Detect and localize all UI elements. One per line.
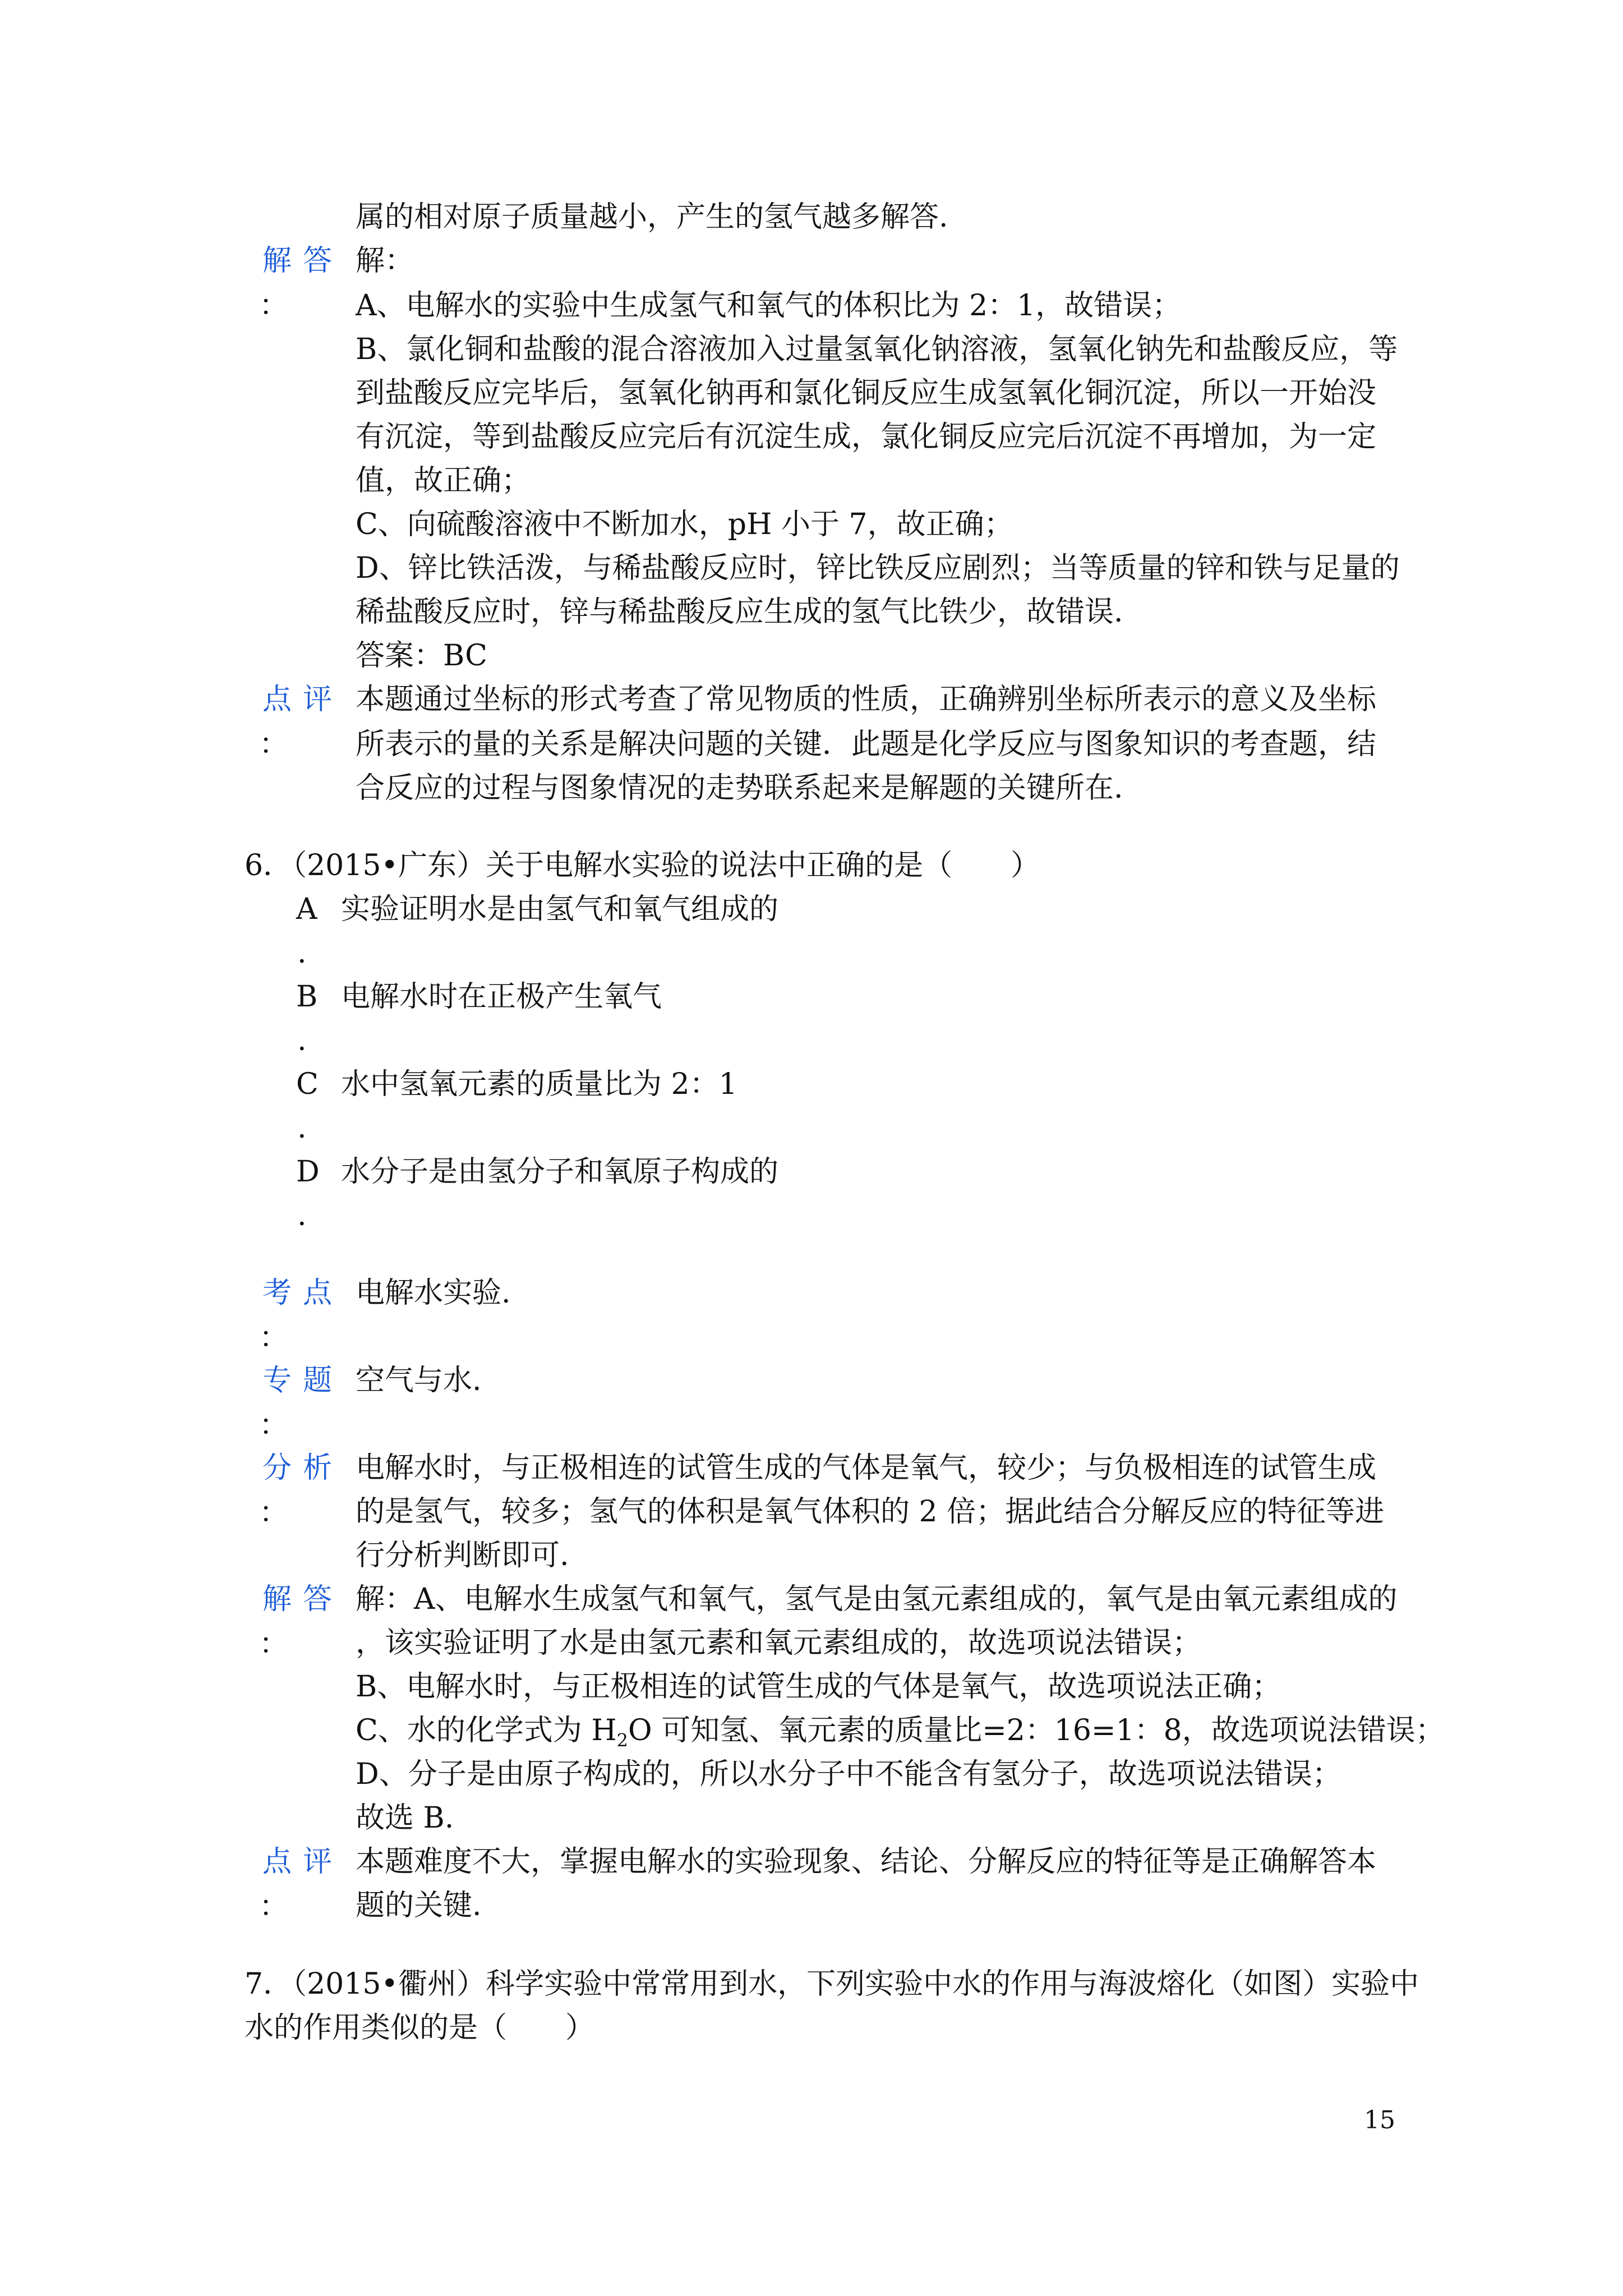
comment-line: 题的关键. xyxy=(356,1889,482,1922)
answer-line: 解：A、电解水生成氢气和氧气，氢气是由氢元素组成的，氧气是由氧元素组成的 xyxy=(356,1582,1398,1616)
formula-prefix: C、水的化学式为 H xyxy=(356,1714,617,1747)
topic-label: 专题 xyxy=(262,1364,344,1397)
answer-line: 答案：BC xyxy=(356,639,487,673)
option-a-letter: A xyxy=(296,892,317,926)
formula-suffix: O 可知氢、氧元素的质量比=2：16=1：8，故选项说法错误； xyxy=(628,1714,1445,1747)
answer-label-colon: ： xyxy=(259,289,289,323)
option-a-dot: . xyxy=(297,936,307,970)
formula-subscript: 2 xyxy=(616,1729,629,1751)
topic-label-colon: ： xyxy=(259,1409,289,1442)
answer-line: A、电解水的实验中生成氢气和氧气的体积比为 2：1，故错误； xyxy=(356,289,1182,323)
answer-line: D、锌比铁活泼，与稀盐酸反应时，锌比铁反应剧烈；当等质量的锌和铁与足量的 xyxy=(356,551,1400,585)
answer-line: 解： xyxy=(356,244,414,278)
point-text: 电解水实验. xyxy=(356,1276,511,1310)
question-7-stem: 水的作用类似的是（ ） xyxy=(245,2011,595,2045)
answer-line: 有沉淀，等到盐酸反应完后有沉淀生成，氯化铜反应完后沉淀不再增加，为一定 xyxy=(356,420,1377,454)
comment-line: 合反应的过程与图象情况的走势联系起来是解题的关键所在. xyxy=(356,771,1123,805)
page-number: 15 xyxy=(1364,2106,1395,2134)
answer-label: 解答 xyxy=(262,244,344,278)
answer-line: 到盐酸反应完毕后，氢氧化钠再和氯化铜反应生成氢氧化铜沉淀，所以一开始没 xyxy=(356,376,1377,410)
comment-line: 所表示的量的关系是解决问题的关键．此题是化学反应与图象知识的考查题，结 xyxy=(356,728,1377,761)
option-b-dot: . xyxy=(297,1024,307,1057)
comment-line: 本题通过坐标的形式考查了常见物质的性质，正确辨别坐标所表示的意义及坐标 xyxy=(356,683,1377,716)
answer-label: 解答 xyxy=(262,1582,344,1616)
option-b-letter: B xyxy=(296,980,318,1014)
option-c-text: 水中氢氧元素的质量比为 2：1 xyxy=(341,1068,737,1101)
comment-label-colon: ： xyxy=(259,728,289,761)
question-6-stem: 6．（2015•广东）关于电解水实验的说法中正确的是（ ） xyxy=(245,849,1040,882)
answer-line: 值，故正确； xyxy=(356,464,531,498)
answer-line: B、电解水时，与正极相连的试管生成的气体是氧气，故选项说法正确； xyxy=(356,1670,1281,1704)
answer-line: B、氯化铜和盐酸的混合溶液加入过量氢氧化钠溶液，氢氧化钠先和盐酸反应，等 xyxy=(356,333,1398,366)
option-d-text: 水分子是由氢分子和氧原子构成的 xyxy=(341,1155,779,1189)
answer-label-colon: ： xyxy=(259,1627,289,1661)
option-d-letter: D xyxy=(296,1155,320,1189)
comment-label: 点评 xyxy=(262,1845,344,1879)
analysis-line: 行分析判断即可. xyxy=(356,1539,569,1572)
answer-line: ，该实验证明了水是由氢元素和氧元素组成的，故选项说法错误； xyxy=(356,1626,1202,1660)
answer-line: C、向硫酸溶液中不断加水，pH 小于 7，故正确； xyxy=(356,508,1013,541)
analysis-label-colon: ： xyxy=(259,1496,289,1530)
option-c-letter: C xyxy=(296,1068,319,1101)
comment-line: 本题难度不大，掌握电解水的实验现象、结论、分解反应的特征等是正确解答本 xyxy=(356,1845,1377,1879)
option-b-text: 电解水时在正极产生氧气 xyxy=(341,980,662,1014)
option-d-dot: . xyxy=(297,1199,307,1232)
answer-line: D、分子是由原子构成的，所以水分子中不能含有氢分子，故选项说法错误； xyxy=(356,1757,1341,1791)
analysis-label: 分析 xyxy=(262,1451,344,1485)
comment-label-colon: ： xyxy=(259,1890,289,1924)
answer-line: 故选 B. xyxy=(356,1801,454,1835)
comment-label: 点评 xyxy=(262,683,344,716)
analysis-line: 电解水时，与正极相连的试管生成的气体是氧气，较少；与负极相连的试管生成 xyxy=(356,1451,1377,1485)
topic-text: 空气与水. xyxy=(356,1364,482,1397)
analysis-continuation: 属的相对原子质量越小，产生的氢气越多解答. xyxy=(356,200,948,234)
answer-line: 稀盐酸反应时，锌与稀盐酸反应生成的氢气比铁少，故错误. xyxy=(356,595,1123,629)
option-a-text: 实验证明水是由氢气和氧气组成的 xyxy=(341,892,779,926)
question-7-stem: 7．（2015•衢州）科学实验中常常用到水，下列实验中水的作用与海波熔化（如图）实验中 xyxy=(245,1967,1419,2001)
option-c-dot: . xyxy=(297,1111,307,1145)
point-label: 考点 xyxy=(262,1276,344,1310)
point-label-colon: ： xyxy=(259,1321,289,1355)
analysis-line: 的是氢气，较多；氢气的体积是氧气体积的 2 倍；据此结合分解反应的特征等进 xyxy=(356,1495,1385,1529)
